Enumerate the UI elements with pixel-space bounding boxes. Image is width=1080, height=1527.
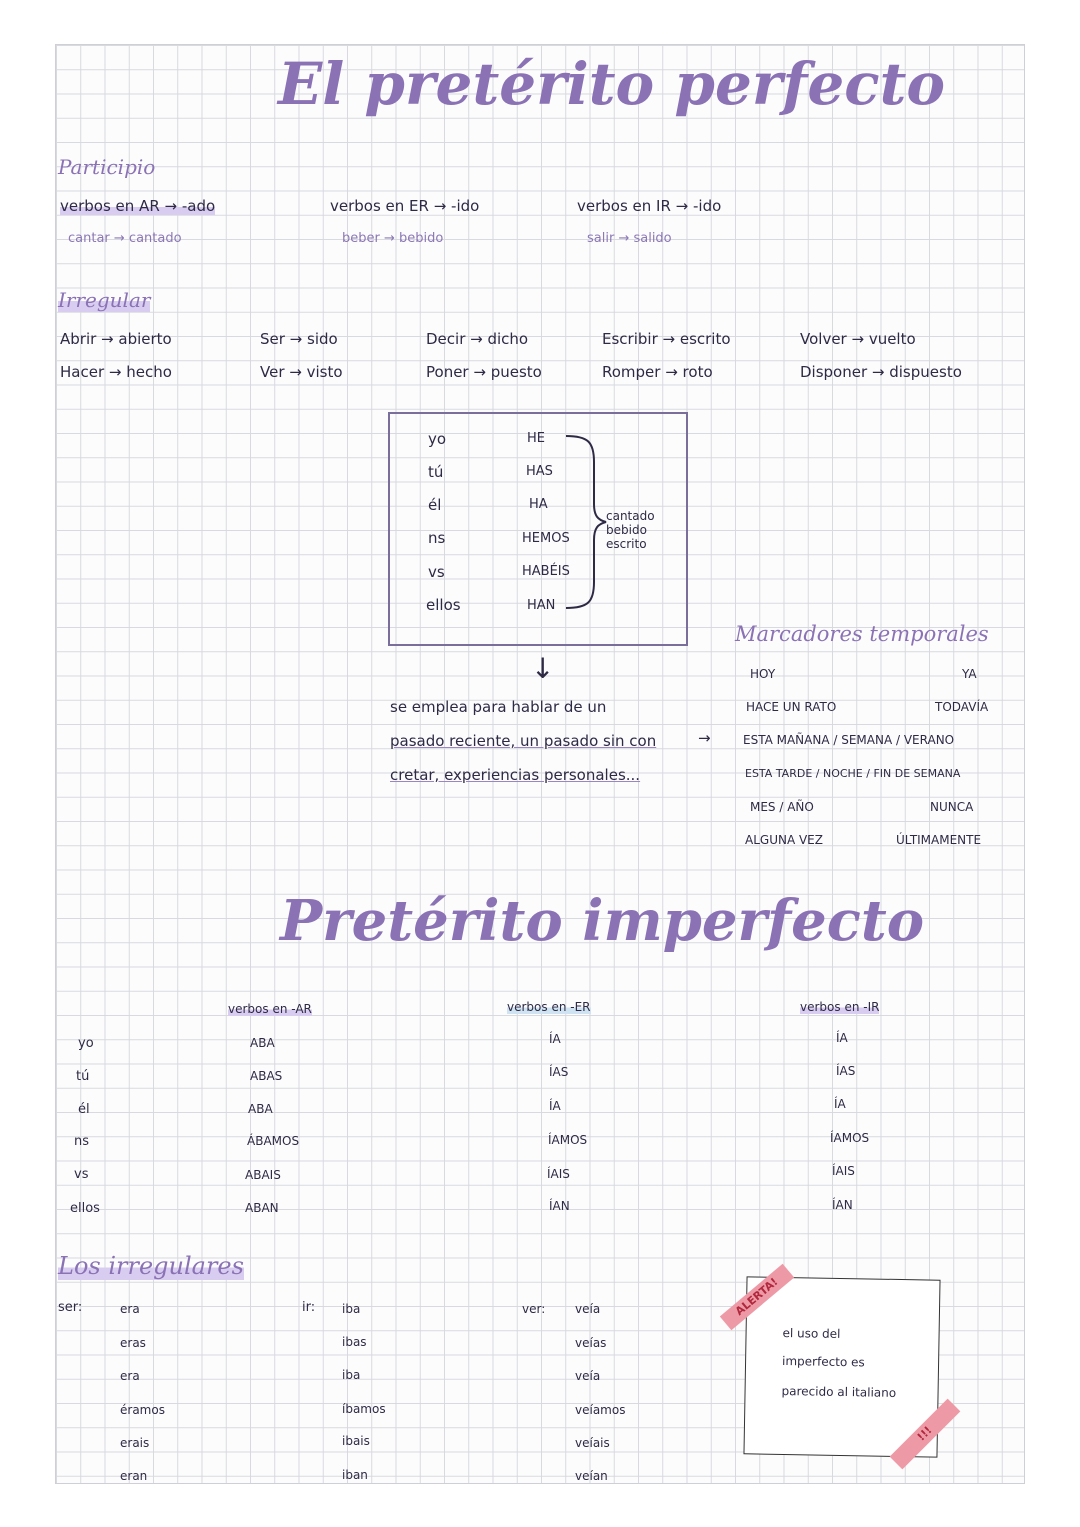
ir-irregular-form: ibais xyxy=(342,1434,370,1448)
pronoun: tú xyxy=(76,1069,90,1084)
participle-example: escrito xyxy=(606,537,647,551)
er-form: ÍA xyxy=(549,1099,561,1113)
ir-irregular-form: ibas xyxy=(342,1335,367,1349)
participio-rule-ir: verbos en IR → -ido xyxy=(577,197,722,215)
irregular-item: Escribir → escrito xyxy=(602,330,731,348)
marcador: MES / AÑO xyxy=(750,800,814,814)
ar-form: ABA xyxy=(248,1102,273,1116)
participio-example-ar: cantar → cantado xyxy=(68,231,182,246)
usage-line: cretar, experiencias personales... xyxy=(390,766,641,784)
ar-form: ÁBAMOS xyxy=(247,1134,300,1148)
ser-form: eran xyxy=(120,1469,148,1483)
marcador: YA xyxy=(962,667,977,681)
er-form: ÍAS xyxy=(549,1065,569,1079)
ser-form: erais xyxy=(120,1436,150,1450)
marcadores-heading: Marcadores temporales xyxy=(735,622,989,646)
ir-form: ÍAS xyxy=(836,1064,856,1078)
note-line: imperfecto es xyxy=(781,1353,865,1370)
ir-form: ÍAIS xyxy=(832,1164,855,1178)
curly-brace-icon xyxy=(560,432,610,612)
ir-irregular-form: iban xyxy=(342,1468,368,1482)
irregular-item: Hacer → hecho xyxy=(60,363,172,381)
ir-form: ÍA xyxy=(836,1031,848,1045)
marcador: TODAVÍA xyxy=(935,700,989,714)
ver-form: veíamos xyxy=(575,1403,626,1417)
usage-line: se emplea para hablar de un xyxy=(390,698,607,716)
ir-form: ÍAN xyxy=(832,1198,853,1212)
ar-form: ABAIS xyxy=(245,1168,281,1182)
marcador: ÚLTIMAMENTE xyxy=(896,833,982,847)
pronoun: vs xyxy=(428,563,445,581)
er-heading: verbos en -ER xyxy=(507,1000,591,1014)
er-form: ÍA xyxy=(549,1032,561,1046)
ver-form: veía xyxy=(575,1302,601,1316)
ser-label: ser: xyxy=(58,1300,83,1315)
right-arrow-icon: → xyxy=(698,729,711,747)
marcador: HACE UN RATO xyxy=(746,700,837,714)
ir-irregular-form: iba xyxy=(342,1302,361,1316)
page-title-imperfecto: Pretérito imperfecto xyxy=(280,888,925,954)
ser-form: éramos xyxy=(120,1403,165,1417)
aux-verb: HAN xyxy=(527,598,556,613)
usage-line: pasado reciente, un pasado sin con xyxy=(390,732,657,750)
ser-form: era xyxy=(120,1369,140,1383)
irregular-heading: Irregular xyxy=(58,288,151,312)
marcador: ALGUNA VEZ xyxy=(745,833,823,847)
marcador: HOY xyxy=(750,667,776,681)
irregular-item: Volver → vuelto xyxy=(800,330,916,348)
ir-irregular-form: iba xyxy=(342,1368,361,1382)
participio-example-ir: salir → salido xyxy=(587,231,672,246)
participio-rule-er: verbos en ER → -ido xyxy=(330,197,480,215)
participio-example-er: beber → bebido xyxy=(342,231,444,246)
aux-verb: HA xyxy=(529,497,548,512)
page-title-perfecto: El pretérito perfecto xyxy=(278,50,946,118)
ar-form: ABA xyxy=(250,1036,275,1050)
pronoun: yo xyxy=(78,1036,94,1051)
note-line: el uso del xyxy=(782,1325,841,1341)
pronoun: ns xyxy=(428,529,446,547)
ver-form: veían xyxy=(575,1469,608,1483)
ser-form: era xyxy=(120,1302,140,1316)
ver-form: veíais xyxy=(575,1436,610,1450)
note-line: parecido al italiano xyxy=(781,1383,897,1400)
irregular-item: Romper → roto xyxy=(602,363,713,381)
ar-form: ABAS xyxy=(250,1069,283,1083)
pronoun: él xyxy=(428,496,442,514)
ar-form: ABAN xyxy=(245,1201,279,1215)
ir-form: ÍA xyxy=(834,1097,846,1111)
aux-verb: HEMOS xyxy=(522,531,570,546)
marcador: ESTA TARDE / NOCHE / FIN DE SEMANA xyxy=(745,767,961,780)
alert-tape: ALERTA! xyxy=(720,1264,794,1330)
er-form: ÍAIS xyxy=(547,1167,570,1181)
irregular-item: Disponer → dispuesto xyxy=(800,363,962,381)
marcador: ESTA MAÑANA / SEMANA / VERANO xyxy=(743,733,955,747)
sticky-note xyxy=(743,1276,940,1457)
marcador: NUNCA xyxy=(930,800,974,814)
irregular-item: Poner → puesto xyxy=(426,363,542,381)
exclamation-tape: !!! xyxy=(890,1399,961,1470)
ir-heading: verbos en -IR xyxy=(800,1000,880,1014)
participio-rule-ar: verbos en AR → -ado xyxy=(60,197,216,215)
ver-label: ver: xyxy=(522,1302,546,1316)
er-form: ÍAN xyxy=(549,1199,570,1213)
ver-form: veía xyxy=(575,1369,601,1383)
pronoun: él xyxy=(78,1102,90,1117)
ir-form: ÍAMOS xyxy=(830,1131,870,1145)
ir-irregular-form: íbamos xyxy=(342,1402,386,1416)
aux-verb: HE xyxy=(527,431,545,446)
pronoun: yo xyxy=(428,430,447,448)
irregular-item: Ser → sido xyxy=(260,330,338,348)
participio-heading: Participio xyxy=(58,155,156,179)
pronoun: tú xyxy=(428,463,444,481)
irregular-item: Ver → visto xyxy=(260,363,343,381)
down-arrow-icon: ↓ xyxy=(531,652,555,685)
irregular-item: Abrir → abierto xyxy=(60,330,172,348)
participle-example: bebido xyxy=(606,523,647,537)
pronoun: vs xyxy=(74,1167,89,1182)
participle-example: cantado xyxy=(606,509,655,523)
aux-verb: HABÉIS xyxy=(522,564,570,579)
ver-form: veías xyxy=(575,1336,607,1350)
pronoun: ns xyxy=(74,1134,90,1149)
irregulares-heading: Los irregulares xyxy=(58,1252,244,1280)
er-form: ÍAMOS xyxy=(548,1133,588,1147)
pronoun: ellos xyxy=(70,1201,100,1216)
ir-label: ir: xyxy=(302,1300,316,1315)
ser-form: eras xyxy=(120,1336,146,1350)
irregular-item: Decir → dicho xyxy=(426,330,529,348)
pronoun: ellos xyxy=(426,596,461,614)
ar-heading: verbos en -AR xyxy=(228,1002,312,1016)
aux-verb: HAS xyxy=(526,464,553,479)
